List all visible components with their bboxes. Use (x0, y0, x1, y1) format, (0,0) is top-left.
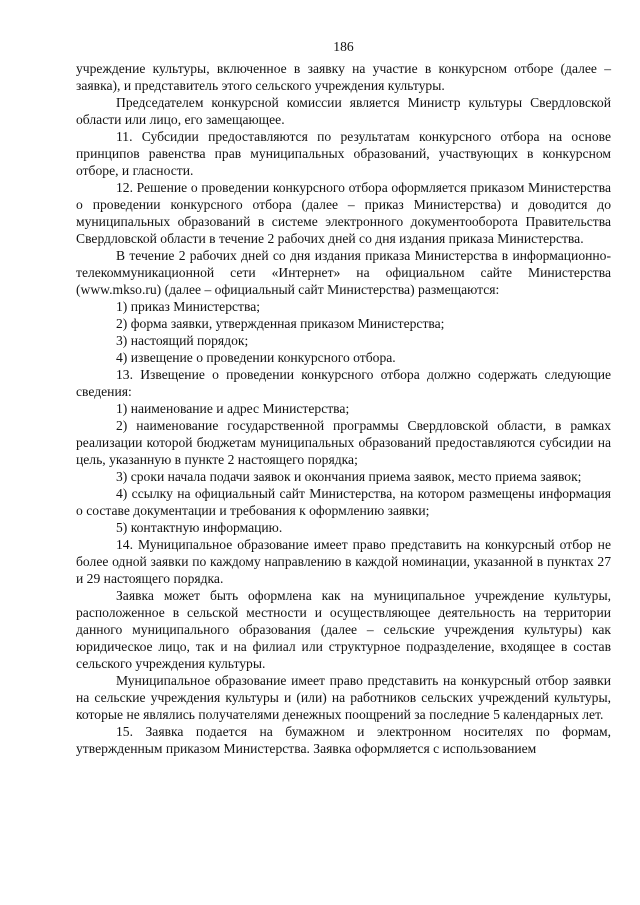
paragraph: 3) сроки начала подачи заявок и окончания приема заявок, место приема заявок; (116, 469, 582, 484)
page-number: 186 (333, 39, 354, 54)
paragraph: В течение 2 рабочих дней со дня издания приказа Министерства в информационно-телекоммуникационной сети «Интернет» на официальном сайте Министерства (www.mkso.ru) (далее – официальный сайт Министерства) размещаются: (76, 248, 611, 297)
paragraph: 2) форма заявки, утвержденная приказом Министерства; (116, 316, 445, 331)
paragraph: 1) наименование и адрес Министерства; (116, 401, 350, 416)
paragraph: 3) настоящий порядок; (116, 333, 249, 348)
paragraph: Муниципальное образование имеет право представить на конкурсный отбор заявки на сельские учреждения культуры и (или) на работников сельских учреждений культуры, которые не являлись получателями денежных поощрений за последние 5 календарных лет. (76, 673, 611, 722)
paragraph: 5) контактную информацию. (116, 520, 283, 535)
paragraph: 15. Заявка подается на бумажном и электронном носителях по формам, утвержденным приказом Министерства. Заявка оформляется с использованием (76, 724, 611, 756)
paragraph: 13. Извещение о проведении конкурсного отбора должно содержать следующие сведения: (76, 367, 611, 399)
paragraph: учреждение культуры, включенное в заявку на участие в конкурсном отборе (далее – заявка), и представитель этого сельского учреждения культуры. (76, 61, 611, 93)
paragraph: 12. Решение о проведении конкурсного отбора оформляется приказом Министерства о проведении конкурсного отбора (далее – приказ Министерства) и доводится до муниципальных образований в системе электронного документооборота Правительства Свердловской области в течение 2 рабочих дней со дня издания приказа Министерства. (76, 180, 611, 246)
paragraph: 14. Муниципальное образование имеет право представить на конкурсный отбор не более одной заявки по каждому направлению в каждой номинации, указанной в пунктах 27 и 29 настоящего порядка. (76, 537, 611, 586)
paragraph: 4) извещение о проведении конкурсного отбора. (116, 350, 396, 365)
paragraph: 1) приказ Министерства; (116, 299, 261, 314)
document-page (76, 38, 611, 757)
paragraph: 11. Субсидии предоставляются по результатам конкурсного отбора на основе принципов равенства прав муниципальных образований, участвующих в конкурсном отборе, и гласности. (76, 129, 611, 178)
paragraph: Заявка может быть оформлена как на муниципальное учреждение культуры, расположенное в сельской местности и осуществляющее деятельность на территории данного муниципального образования (далее – сельские учреждения культуры) как юридическое лицо, так и на филиал или структурное подразделение, входящее в состав сельского учреждения культуры. (76, 588, 611, 671)
paragraph: Председателем конкурсной комиссии является Министр культуры Свердловской области или лицо, его замещающее. (76, 95, 611, 127)
paragraph: 2) наименование государственной программы Свердловской области, в рамках реализации которой бюджетам муниципальных образований предоставляются субсидии на цель, указанную в пункте 2 настоящего порядка; (76, 418, 611, 467)
paragraph: 4) ссылку на официальный сайт Министерства, на котором размещены информация о составе документации и требования к оформлению заявки; (76, 486, 611, 518)
document-body (76, 60, 611, 757)
